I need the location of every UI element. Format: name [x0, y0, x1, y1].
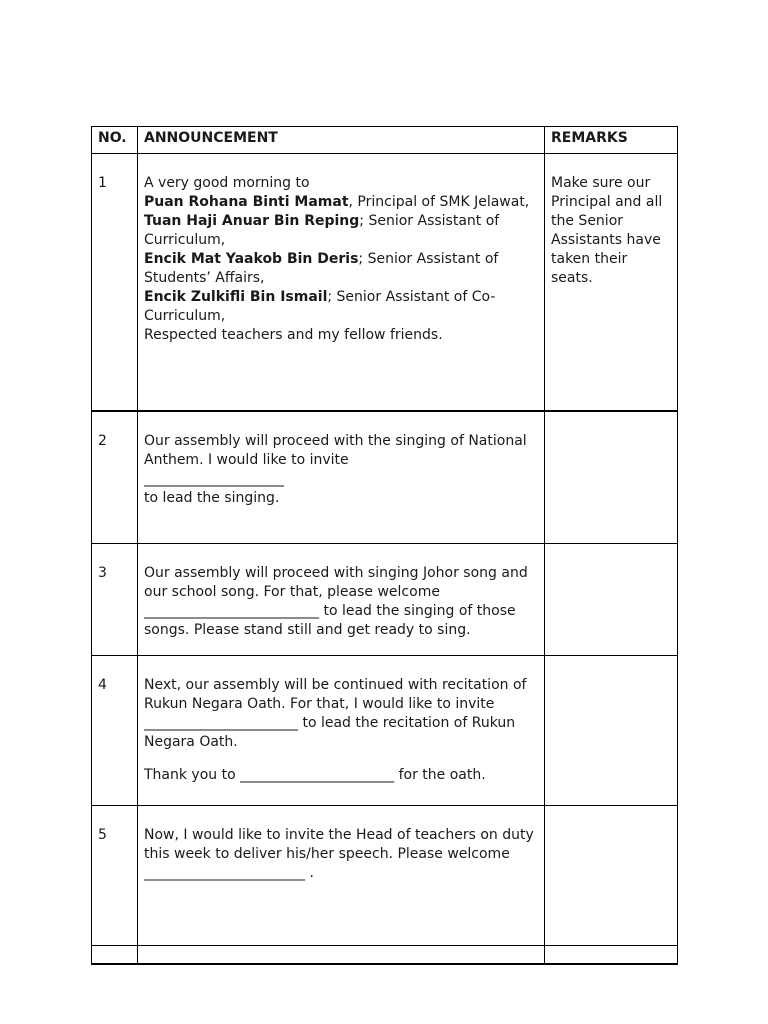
table-row — [92, 544, 678, 656]
announcement-text: . — [305, 865, 314, 881]
remarks-cell — [545, 411, 678, 544]
announcement-text: Our assembly will proceed with the singing of National Anthem. I would like to invite — [144, 433, 527, 468]
announcement-text: Next, our assembly will be continued with recitation of Rukun Negara Oath. For that, I would like to invite — [144, 677, 527, 712]
announcement-cell — [138, 411, 545, 544]
table-row — [92, 806, 678, 946]
person-entry — [144, 213, 499, 248]
announcement-text: Our assembly will proceed with singing Johor song and our school song. For that, please welcome — [144, 565, 528, 600]
announcement-text: to lead the singing of those songs. Please stand still and get ready to sing. — [144, 603, 516, 638]
table-row — [92, 656, 678, 806]
row-number: 5 — [92, 806, 138, 946]
name-blank: _________________________ — [144, 603, 319, 619]
person-title: ; Senior Assistant of Students’ Affairs, — [144, 251, 499, 286]
row-number: 1 — [92, 154, 138, 412]
remarks-cell — [545, 544, 678, 656]
empty-cell — [138, 946, 545, 965]
remarks-cell: Make sure our Principal and all the Senior Assistants have taken their seats. — [545, 154, 678, 412]
person-name: Tuan Haji Anuar Bin Reping — [144, 213, 360, 229]
person-entry — [144, 194, 529, 210]
person-name: Puan Rohana Binti Mamat — [144, 194, 349, 210]
table-row — [92, 411, 678, 544]
name-blank: _______________________ — [144, 865, 305, 881]
header-row — [92, 127, 678, 154]
row-number: 4 — [92, 656, 138, 806]
thank-text: Thank you to — [144, 767, 241, 783]
name-blank: ______________________ — [240, 767, 395, 783]
empty-cell — [92, 946, 138, 965]
announcement-text: Now, I would like to invite the Head of teachers on duty this week to deliver his/her speech. Please welcome — [144, 827, 534, 862]
person-name: Encik Zulkifli Bin Ismail — [144, 289, 328, 305]
header-announcement: ANNOUNCEMENT — [138, 127, 545, 154]
remarks-cell — [545, 656, 678, 806]
person-name: Encik Mat Yaakob Bin Deris — [144, 251, 359, 267]
person-title: , Principal of SMK Jelawat, — [348, 194, 530, 210]
announcement-text: to lead the recitation of Rukun Negara Oath. — [144, 715, 516, 750]
greeting-text: A very good morning to — [144, 175, 310, 191]
person-title: ; Senior Assistant of Curriculum, — [144, 213, 500, 248]
announcement-cell — [138, 656, 545, 806]
table-row — [92, 154, 678, 412]
name-blank: ______________________ — [144, 715, 298, 731]
person-title: ; Senior Assistant of Co-Curriculum, — [144, 289, 496, 324]
header-remarks: REMARKS — [545, 127, 678, 154]
announcement-cell — [138, 806, 545, 946]
row-number: 2 — [92, 411, 138, 544]
person-entry — [144, 251, 498, 286]
row-number: 3 — [92, 544, 138, 656]
table-row-empty — [92, 946, 678, 965]
announcement-table — [91, 126, 678, 965]
name-blank: ____________________ — [144, 471, 284, 487]
empty-cell — [545, 946, 678, 965]
person-entry — [144, 289, 495, 324]
remarks-cell — [545, 806, 678, 946]
announcement-cell — [138, 154, 545, 412]
thank-text: for the oath. — [394, 767, 486, 783]
header-no: NO. — [92, 127, 138, 154]
closing-text: Respected teachers and my fellow friends. — [144, 327, 443, 343]
announcement-text: to lead the singing. — [144, 490, 280, 506]
announcement-cell — [138, 544, 545, 656]
